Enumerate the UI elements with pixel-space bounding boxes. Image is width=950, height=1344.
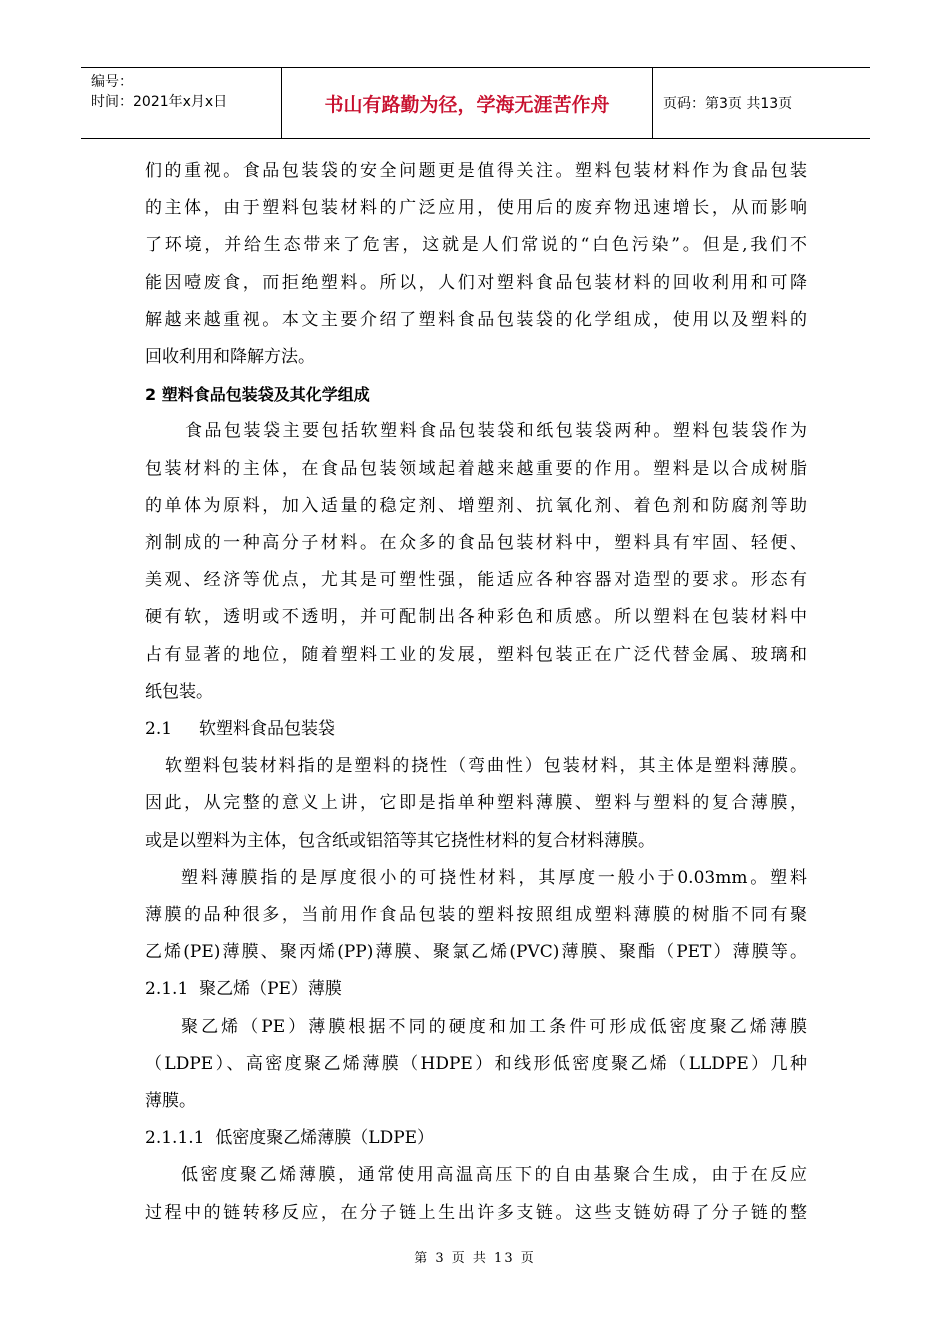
header-meta bbox=[81, 68, 281, 138]
text-line: 乙烯(PE)薄膜、聚丙烯(PP)薄膜、聚氯乙烯(PVC)薄膜、聚酯（PET）薄膜等。 bbox=[145, 942, 807, 963]
page-header bbox=[81, 67, 870, 139]
header-page-number: 页码：第3页 共13页 bbox=[663, 96, 793, 112]
section-2-paragraph bbox=[145, 413, 807, 711]
pe-paragraph bbox=[145, 1009, 807, 1121]
text-line: 硬有软，透明或不透明，并可配制出各种彩色和质感。所以塑料在包装材料中 bbox=[145, 607, 807, 628]
section-heading-2: 2 塑料食品包装袋及其化学组成 bbox=[145, 385, 370, 405]
text-line: 聚乙烯（PE）薄膜根据不同的硬度和加工条件可形成低密度聚乙烯薄膜 bbox=[181, 1016, 807, 1037]
document-number: 编号： bbox=[91, 74, 133, 90]
section-heading-2-1-1-1: 2.1.1.1 低密度聚乙烯薄膜（LDPE） bbox=[145, 1128, 435, 1149]
text-line: 软塑料包装材料指的是塑料的挠性（弯曲性）包装材料，其主体是塑料薄膜。 bbox=[165, 756, 807, 777]
text-line: 回收利用和降解方法。 bbox=[145, 347, 315, 368]
text-line: 剂制成的一种高分子材料。在众多的食品包装材料中，塑料具有牢固、轻便、 bbox=[145, 533, 807, 554]
text-line: 低密度聚乙烯薄膜，通常使用高温高压下的自由基聚合生成，由于在反应 bbox=[181, 1165, 807, 1186]
ldpe-paragraph bbox=[145, 1157, 807, 1231]
intro-paragraph bbox=[145, 153, 807, 376]
text-line: 们的重视。食品包装袋的安全问题更是值得关注。塑料包装材料作为食品包装 bbox=[145, 161, 807, 181]
section-2-1-paragraph bbox=[145, 748, 807, 860]
page-footer: 第 3 页 共 13 页 bbox=[414, 1251, 536, 1266]
header-motto: 书山有路勤为径，学海无涯苦作舟 bbox=[281, 68, 653, 138]
text-line: 了环境，并给生态带来了危害，这就是人们常说的“白色污染”。但是,我们不 bbox=[145, 235, 807, 256]
document-date: 时间：2021年x月x日 bbox=[91, 94, 228, 110]
text-line: 解越来越重视。本文主要介绍了塑料食品包装袋的化学组成，使用以及塑料的 bbox=[145, 309, 807, 330]
text-line: （LDPE）、高密度聚乙烯薄膜（HDPE）和线形低密度聚乙烯（LLDPE）几种 bbox=[145, 1053, 807, 1074]
section-heading-2-1-1: 2.1.1 聚乙烯（PE）薄膜 bbox=[145, 979, 342, 1000]
text-line: 薄膜。 bbox=[145, 1091, 196, 1112]
text-line: 的主体，由于塑料包装材料的广泛应用，使用后的废弃物迅速增长，从而影响 bbox=[145, 198, 807, 219]
text-line: 美观、经济等优点，尤其是可塑性强，能适应各种容器对造型的要求。形态有 bbox=[145, 570, 807, 591]
section-heading-2-1: 2.1 软塑料食品包装袋 bbox=[145, 719, 336, 740]
text-line: 的单体为原料，加入适量的稳定剂、增塑剂、抗氧化剂、着色剂和防腐剂等助 bbox=[145, 495, 807, 516]
text-line: 过程中的链转移反应，在分子链上生出许多支链。这些支链妨碍了分子链的整 bbox=[145, 1202, 807, 1223]
text-line: 占有显著的地位，随着塑料工业的发展，塑料包装正在广泛代替金属、玻璃和 bbox=[145, 644, 807, 665]
text-line: 包装材料的主体，在食品包装领域起着越来越重要的作用。塑料是以合成树脂 bbox=[145, 458, 807, 479]
text-line: 或是以塑料为主体，包含纸或铝箔等其它挠性材料的复合材料薄膜。 bbox=[145, 830, 655, 851]
film-paragraph bbox=[145, 860, 807, 972]
text-line: 纸包装。 bbox=[145, 681, 213, 702]
text-line: 因此，从完整的意义上讲，它即是指单种塑料薄膜、塑料与塑料的复合薄膜， bbox=[145, 793, 807, 814]
text-line: 食品包装袋主要包括软塑料食品包装袋和纸包装袋两种。塑料包装袋作为 bbox=[185, 421, 807, 442]
document-body bbox=[145, 153, 807, 1232]
text-line: 能因噎废食，而拒绝塑料。所以，人们对塑料食品包装材料的回收利用和可降 bbox=[145, 272, 807, 293]
text-line: 薄膜的品种很多，当前用作食品包装的塑料按照组成塑料薄膜的树脂不同有聚 bbox=[145, 905, 807, 926]
text-line: 塑料薄膜指的是厚度很小的可挠性材料，其厚度一般小于0.03mm。塑料 bbox=[181, 867, 807, 888]
